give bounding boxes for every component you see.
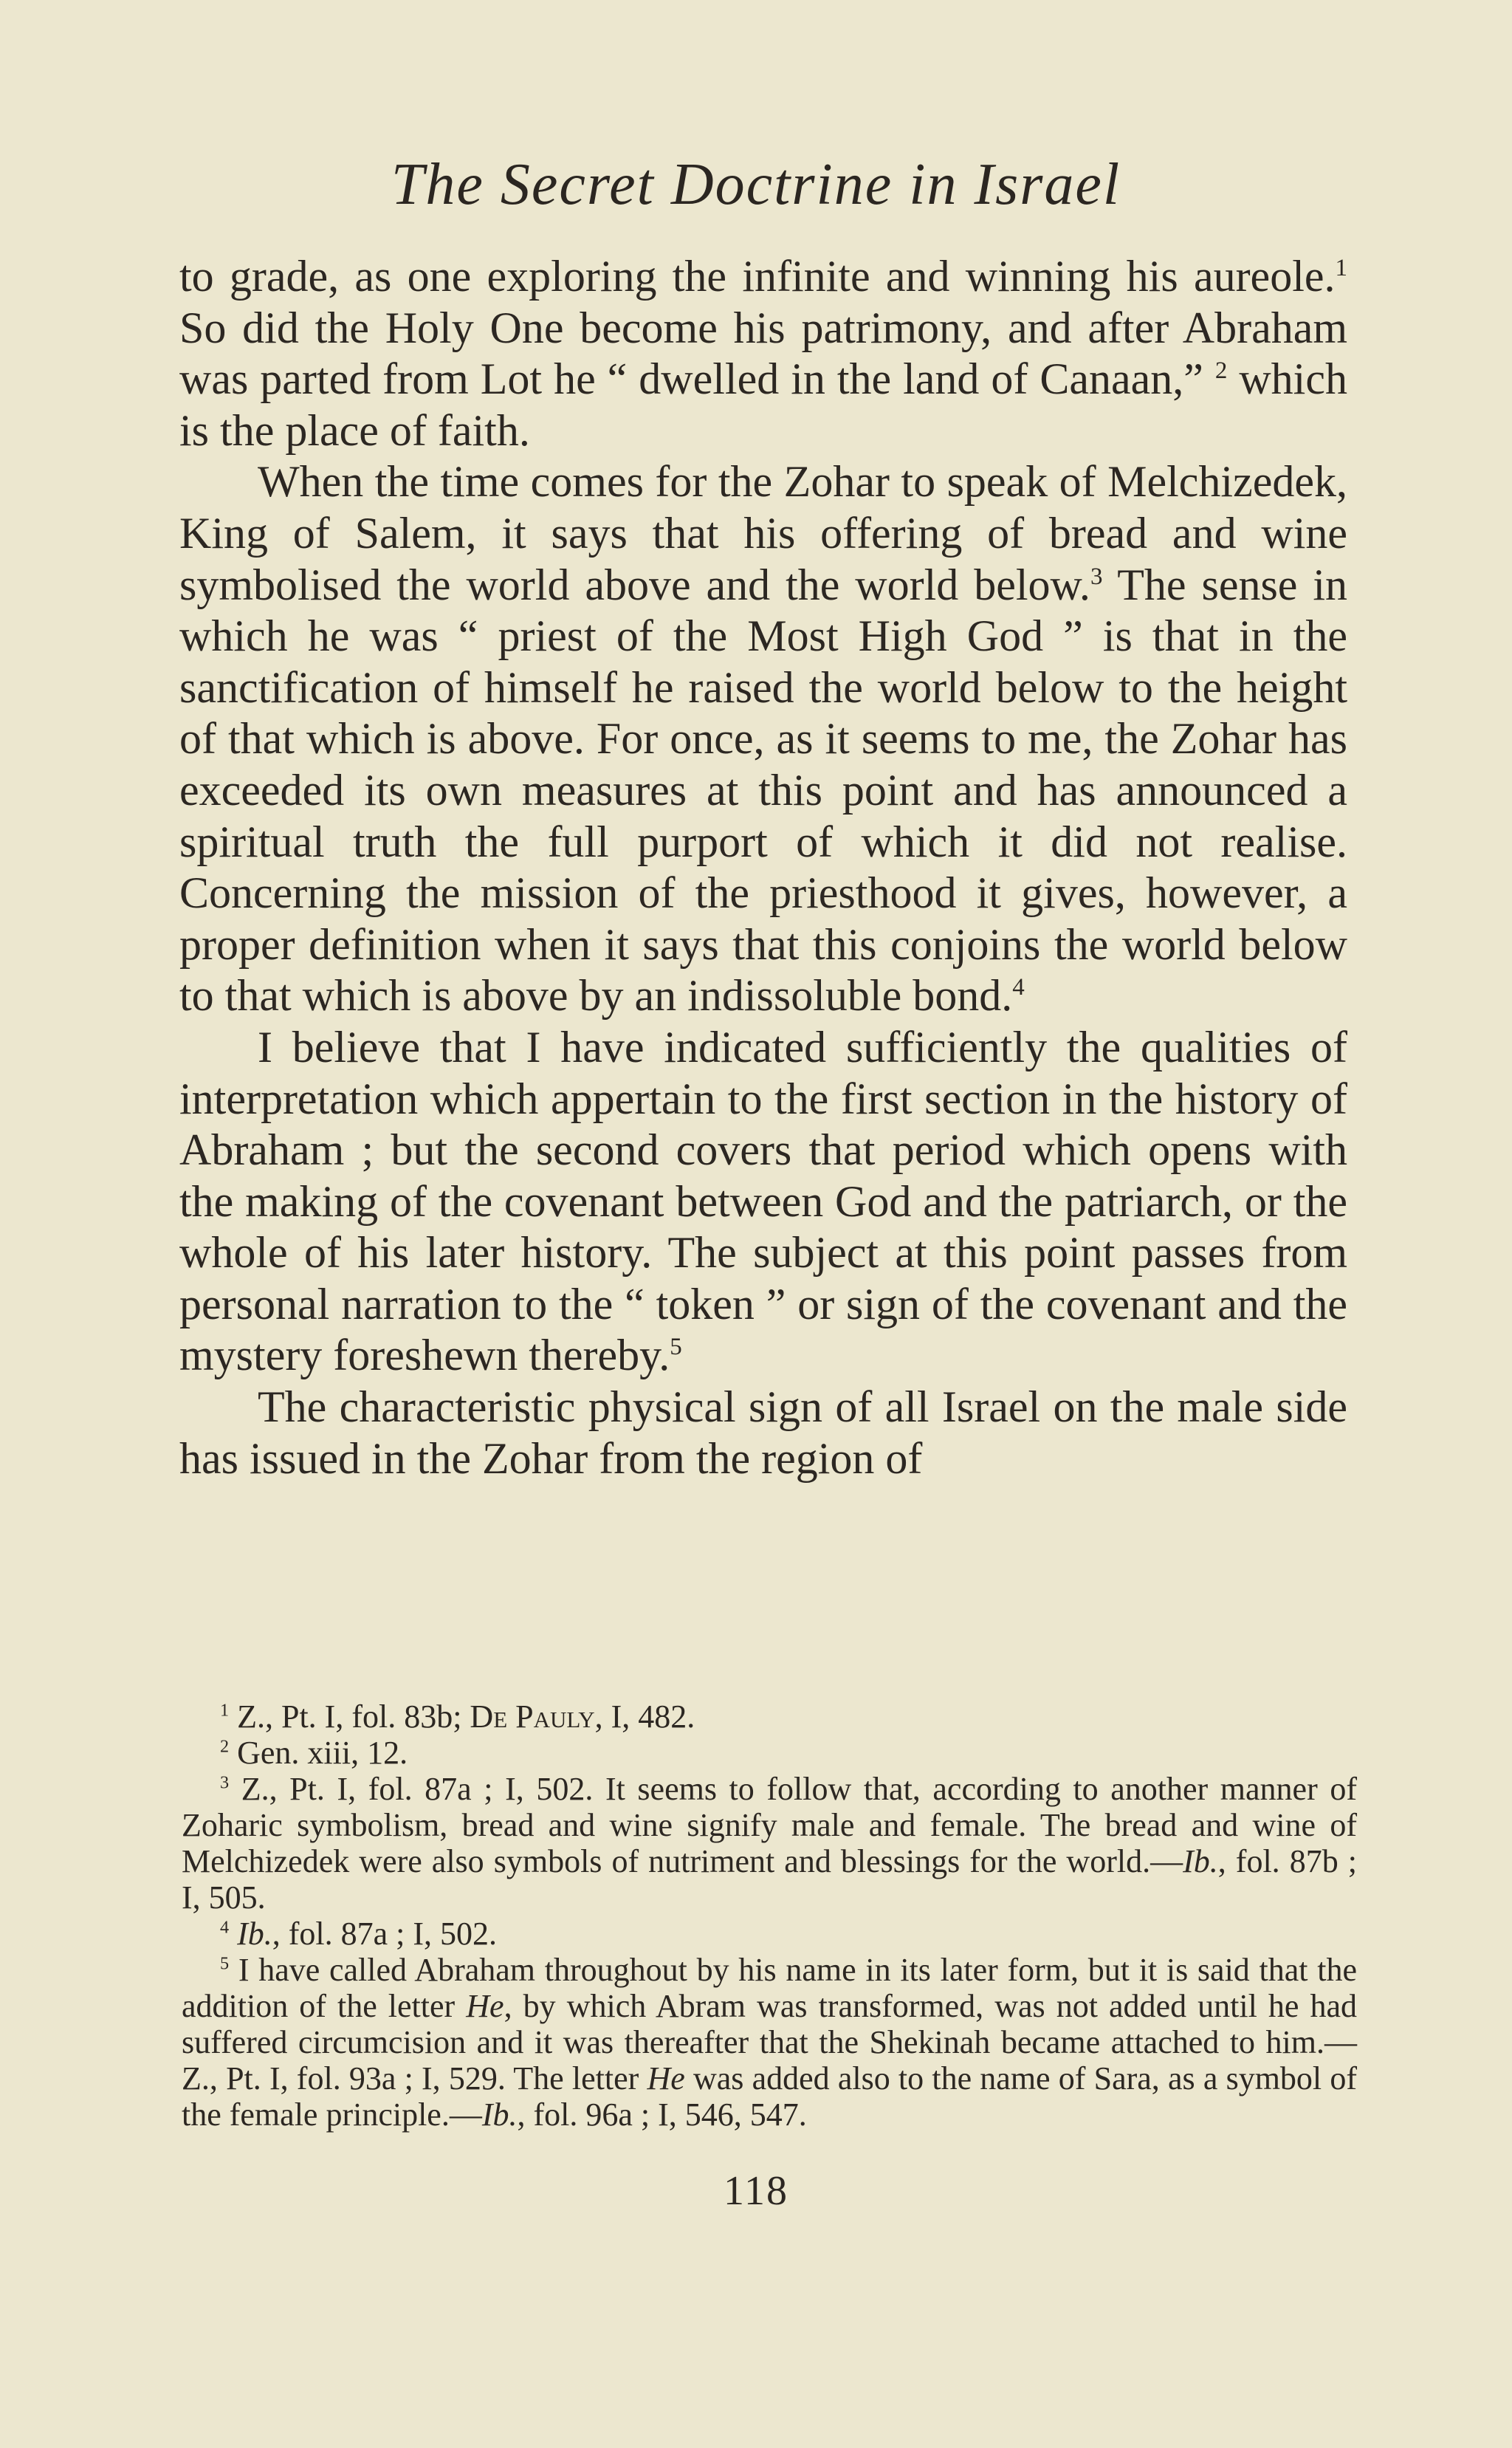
footnote-marker: 4 — [1012, 974, 1025, 1001]
footnote — [182, 1771, 1357, 1916]
footnote-marker: 3 — [1090, 563, 1103, 590]
text-run: The sense in which he was “ priest of the Most High God ” is that in the sanctification of himself he raised the world below to the height of that which is above. For once, as it seems to me, the Zohar has exceeded its own measures at this point and has announced a spiritual truth the full purport of which it did not realise. Concerning the mission of the priesthood it gives, however, a proper definition when it says that this conjoins the world below to that which is above by an indissoluble bond. — [179, 560, 1348, 1021]
footnote — [182, 1952, 1357, 2133]
footnote-marker: 3 — [220, 1772, 230, 1793]
small-caps-text: De Pauly — [470, 1698, 595, 1735]
footnotes — [182, 1698, 1357, 2133]
paragraph — [179, 1382, 1347, 1484]
text-run: , fol. 87b ; I, 505. — [182, 1843, 1357, 1916]
footnote-marker: 2 — [1214, 357, 1228, 385]
text-run: , fol. 96a ; I, 546, 547. — [517, 2096, 807, 2133]
text-run: I have called Abraham throughout by his name in its later form, but it is said that the addition of the letter — [182, 1952, 1357, 2024]
footnote-marker: 4 — [220, 1917, 230, 1938]
text-run: When the time comes for the Zohar to speak of Melchizedek, King of Salem, it says that his offering of bread and wine symbolised the world above and the world below. — [179, 457, 1347, 609]
text-run: to grade, as one exploring the infinite and winning his aureole. — [179, 252, 1336, 301]
paragraph — [179, 251, 1347, 456]
footnote-marker: 2 — [220, 1736, 230, 1757]
italic-text: He — [466, 1988, 504, 2024]
footnote-marker: 1 — [220, 1700, 230, 1721]
paragraph — [179, 456, 1347, 1022]
body-text — [179, 251, 1347, 1484]
italic-text: He — [647, 2060, 685, 2096]
running-head: The Secret Doctrine in Israel — [391, 152, 1121, 217]
text-run: , by which Abram was transformed, was not added until he had suffered circumcision and it was thereafter that the Shekinah became attached to him.—Z., Pt. I, fol. 93a ; I, 529. The letter — [182, 1988, 1357, 2096]
paragraph — [179, 1022, 1347, 1382]
footnote-marker: 5 — [220, 1953, 230, 1974]
italic-text: Ib. — [237, 1916, 272, 1952]
text-run: which is the place of faith. — [179, 354, 1347, 455]
page-number: 118 — [724, 2168, 788, 2214]
footnote — [182, 1735, 1357, 1771]
italic-text: Ib. — [1183, 1843, 1218, 1879]
text-run: The characteristic physical sign of all Israel on the male side has issued in the Zohar from the region of — [179, 1382, 1347, 1483]
italic-text: Ib. — [481, 2096, 518, 2133]
footnote — [182, 1916, 1357, 1952]
text-run: So did the Holy One become his patrimony, and after Abraham was parted from Lot he “ dwelled in the land of Canaan,” — [179, 303, 1347, 404]
text-run: Gen. xiii, 12. — [229, 1735, 408, 1771]
text-run: I believe that I have indicated sufficiently the qualities of interpretation which appertain to the first section in the history of Abraham ; but the second covers that period which opens with the making of the covenant between God and the patriarch, or the whole of his later history. The subject at this point passes from personal narration to the “ token ” or sign of the covenant and the mystery foreshewn thereby. — [179, 1022, 1347, 1380]
text-run: was added also to the name of Sara, as a symbol of the female principle.— — [182, 2060, 1357, 2133]
footnote — [182, 1698, 1357, 1735]
text-run: Z., Pt. I, fol. 83b; — [229, 1698, 470, 1735]
footnote-marker: 5 — [670, 1334, 682, 1361]
text-run: Z., Pt. I, fol. 87a ; I, 502. It seems to follow that, according to another manner of Zoharic symbolism, bread and wine signify male and female. The bread and wine of Melchizedek were also symbols of nutriment and blessings for the world.— — [182, 1771, 1357, 1879]
text-run: , I, 482. — [594, 1698, 695, 1735]
text-run: , fol. 87a ; I, 502. — [272, 1916, 498, 1952]
text-run — [229, 1916, 237, 1952]
footnote-marker: 1 — [1335, 255, 1347, 281]
